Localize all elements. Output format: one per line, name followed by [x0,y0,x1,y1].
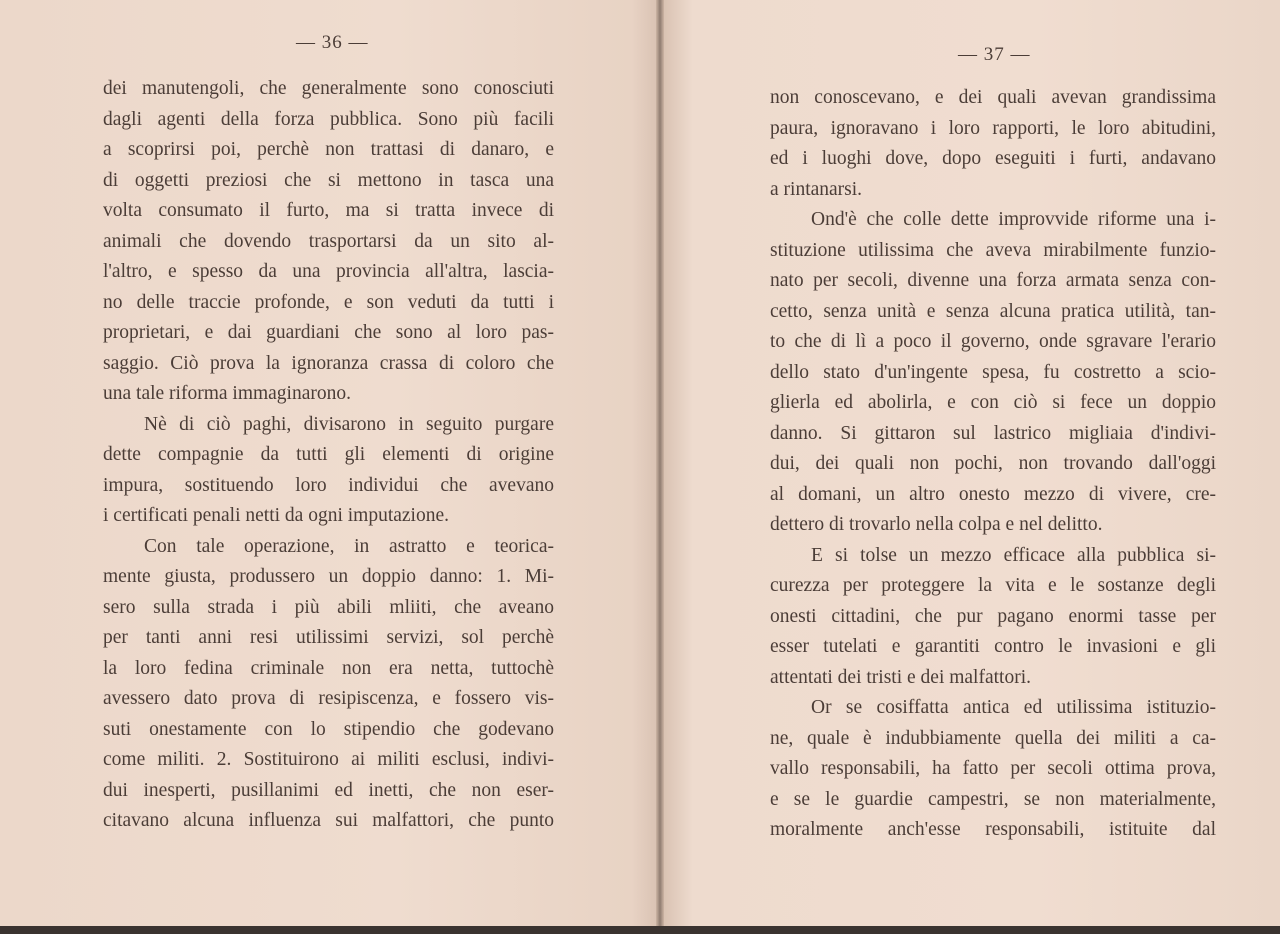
text-line: glierla ed abolirla, e con ciò si fece un doppio [770,392,1216,413]
text-line: al domani, un altro onesto mezzo di vivere, cre- [770,483,1216,505]
text-line: Con tale operazione, in astratto e teorica- [144,535,554,557]
text-line: i certificati penali netti da ogni imputazione. [103,505,450,526]
text-line: attentati dei tristi e dei malfattori. [770,666,1031,688]
text-line: impura, sostituendo loro individui che avevano [103,474,554,496]
text-line: vallo responsabili, ha fatto per secoli ottima prova, [770,758,1216,779]
text-line: paura, ignoravano i loro rapporti, le loro abitudini, [770,117,1216,139]
page-number: — 36 — [296,32,369,53]
text-line: cetto, senza unità e senza alcuna pratica utilità, tan- [770,300,1216,322]
paragraph [770,205,1216,541]
text-line: suti onestamente con lo stipendio che godevano [103,718,554,740]
text-line: proprietari, e dai guardiani che sono al loro pas- [103,322,554,343]
paragraph [770,83,1216,205]
text-line: e se le guardie campestri, se non materialmente, [770,788,1216,810]
text-line: non conoscevano, e dei quali avevan grandissima [770,87,1216,108]
text-line: nato per secoli, divenne una forza armata senza con- [770,270,1216,291]
text-line: dello stato d'un'ingente spesa, fu costretto a scio- [770,361,1216,383]
text-line: curezza per proteggere la vita e le sostanze degli [770,575,1216,596]
paragraph [103,74,554,410]
text-line: saggio. Ciò prova la ignoranza crassa di coloro che [103,352,554,374]
page-number: — 37 — [958,44,1031,65]
text-line: di oggetti preziosi che si mettono in tasca una [103,169,554,191]
paragraph [770,693,1216,846]
text-line: come militi. 2. Sostituirono ai militi esclusi, indivi- [103,749,554,770]
text-line: stituzione utilissima che aveva mirabilmente funzio- [770,239,1216,261]
text-line: volta consumato il furto, ma si tratta invece di [103,200,554,221]
text-line: una tale riforma immaginarono. [103,383,351,404]
text-line: dui inesperti, pusillanimi ed inetti, che non eser- [103,779,554,801]
text-line: a rintanarsi. [770,178,863,200]
text-line: mente giusta, produssero un doppio danno: 1. Mi- [103,566,554,587]
book-spine [656,0,664,926]
text-line: la loro fedina criminale non era netta, tuttochè [103,657,554,679]
page-text [770,83,1216,846]
paragraph [103,410,554,532]
text-line: a scoprirsi poi, perchè non trattasi di danaro, e [103,139,554,160]
text-line: Nè di ciò paghi, divisarono in seguito purgare [144,413,554,435]
text-line: dettero di trovarlo nella colpa e nel delitto. [770,514,1103,535]
text-line: dui, dei quali non pochi, non trovando dall'oggi [770,453,1216,474]
text-line: E si tolse un mezzo efficace alla pubblica si- [811,544,1216,566]
text-line: Or se cosiffatta antica ed utilissima istituzio- [811,697,1216,718]
text-line: onesti cittadini, che pur pagano enormi tasse per [770,605,1216,627]
text-line: moralmente anch'esse responsabili, istituite dal [770,819,1216,840]
text-line: dagli agenti della forza pubblica. Sono più facili [103,108,554,130]
text-line: Ond'è che colle dette improvvide riforme una i- [811,209,1216,230]
page-text [103,74,554,837]
text-line: animali che dovendo trasportarsi da un sito al- [103,230,554,252]
text-line: to che di lì a poco il governo, onde sgravare l'erario [770,331,1216,352]
text-line: per tanti anni resi utilissimi servizi, sol perchè [103,627,554,648]
text-line: no delle traccie profonde, e son veduti da tutti i [103,291,554,313]
text-line: sero sulla strada i più abili mliiti, che aveano [103,596,554,618]
text-line: dette compagnie da tutti gli elementi di origine [103,444,554,465]
paragraph [770,541,1216,694]
text-line: ne, quale è indubbiamente quella dei militi a ca- [770,727,1216,749]
text-line: ed i luoghi dove, dopo eseguiti i furti, andavano [770,148,1216,169]
text-line: citavano alcuna influenza sui malfattori, che punto [103,810,554,831]
text-line: dei manutengoli, che generalmente sono conosciuti [103,78,554,99]
text-line: danno. Si gittaron sul lastrico migliaia d'indivi- [770,422,1216,444]
text-line: l'altro, e spesso da una provincia all'altra, lascia- [103,261,554,282]
right-page [662,0,1280,926]
paragraph [103,532,554,837]
text-line: avessero dato prova di resipiscenza, e fossero vis- [103,688,554,709]
text-line: esser tutelati e garantiti contro le invasioni e gli [770,636,1216,657]
